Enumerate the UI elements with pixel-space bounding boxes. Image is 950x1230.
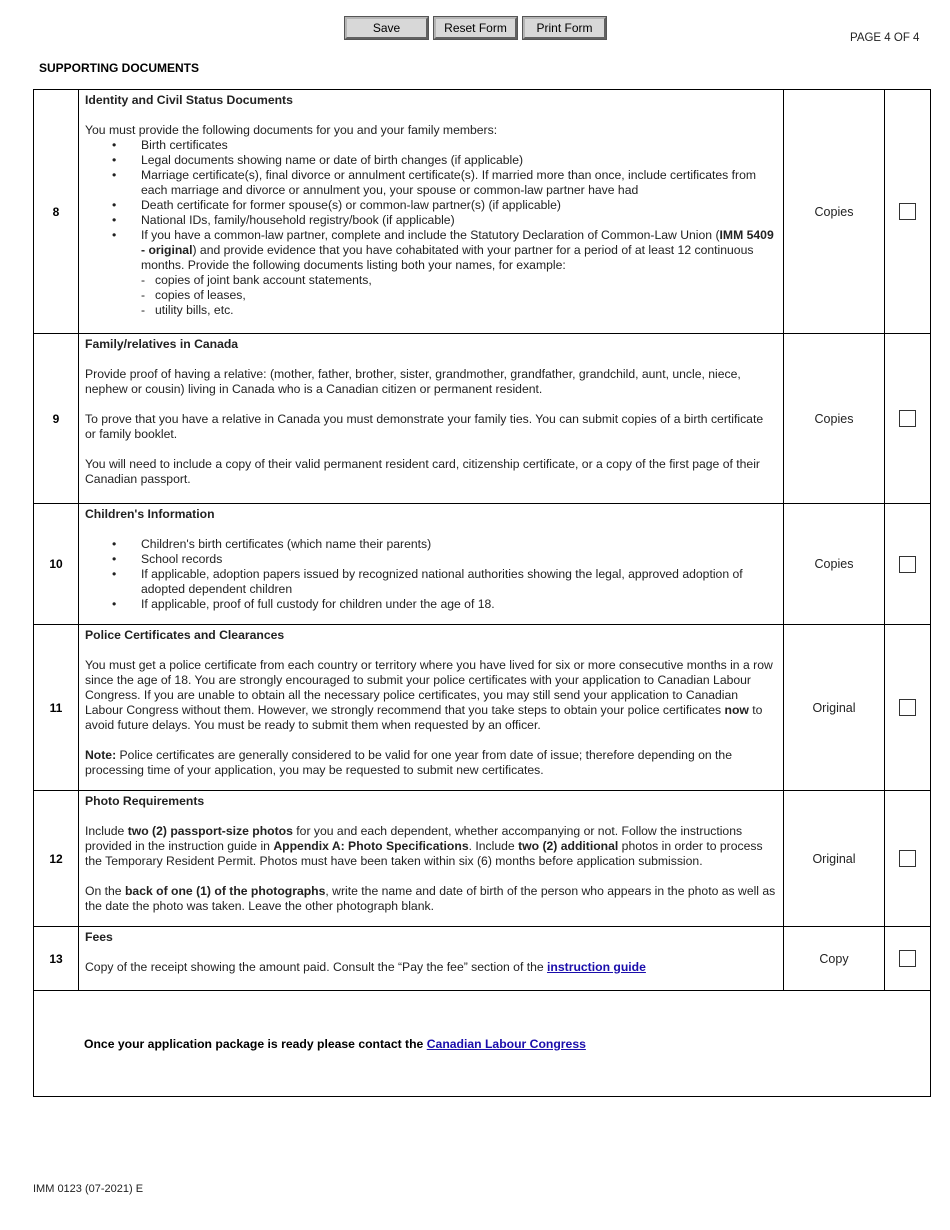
row-8-checkbox[interactable]	[899, 203, 916, 220]
row-description	[79, 90, 784, 334]
paragraph: You will need to include a copy of their valid permanent resident card, citizenship certificate, or a copy of the first page of their Canadian passport.	[85, 457, 760, 486]
dash-list	[85, 273, 777, 318]
document-type: Original	[784, 625, 885, 791]
form-toolbar	[345, 17, 606, 39]
list-item: - copies of leases,	[85, 288, 777, 303]
instruction-guide-link[interactable]: instruction guide	[547, 960, 646, 974]
list-item: • If applicable, adoption papers issued by recognized national authorities showing the legal, approved adoption of adopted dependent children	[85, 567, 777, 597]
list-item: • Marriage certificate(s), final divorce or annulment certificate(s). If married more than once, include certificates from each marriage and divorce or annulment you, your spouse or common-law partner have had	[85, 168, 777, 198]
paragraph: Provide proof of having a relative: (mother, father, brother, sister, grandmother, grandfather, grandchild, aunt, uncle, niece, nephew or cousin) living in Canada who is a Canadian citizen or permanent resident.	[85, 367, 741, 396]
paragraph: You must get a police certificate from each country or territory where you have lived for six or more consecutive months in a row since the age of 18. You are strongly encouraged to submit your police certificates with your application to Canadian Labour Congress. If you are unable to obtain all the necessary police certificates, you may still send your application to Canadian Labour Congress without them. However, we strongly recommend that you take steps to obtain your police certificates now to avoid future delays. You must be ready to submit them when requested by an officer.	[85, 658, 773, 732]
paragraph: Include two (2) passport-size photos for you and each dependent, whether accompanying or not. Follow the instructions provided in the instruction guide in Appendix A: Photo Specifications. Include two (2) additional photos in order to process the Temporary Resident Permit. Photos must have been taken within six (6) months before application submission.	[85, 824, 763, 868]
paragraph: To prove that you have a relative in Canada you must demonstrate your family ties. You can submit copies of a birth certificate or family booklet.	[85, 412, 764, 441]
row-number: 13	[34, 927, 79, 991]
row-number: 10	[34, 504, 79, 625]
table-row	[34, 791, 931, 927]
row-intro: You must provide the following documents for you and your family members:	[85, 123, 498, 137]
row-title: Photo Requirements	[85, 794, 205, 808]
row-number: 11	[34, 625, 79, 791]
row-title: Identity and Civil Status Documents	[85, 93, 293, 107]
supporting-documents-table	[33, 89, 931, 1097]
paragraph: Copy of the receipt showing the amount paid. Consult the “Pay the fee” section of the instruction guide	[85, 960, 646, 974]
document-type: Copies	[784, 90, 885, 334]
row-12-checkbox[interactable]	[899, 850, 916, 867]
list-item: • Death certificate for former spouse(s) or common-law partner(s) (if applicable)	[85, 198, 777, 213]
table-row	[34, 334, 931, 504]
list-item: • If you have a common-law partner, complete and include the Statutory Declaration of Common-Law Union (IMM 5409 - original) and provide evidence that you have cohabitated with your partner for a period of at least 12 continuous months. Provide the following documents listing both your names, for example:	[85, 228, 777, 273]
document-type: Original	[784, 791, 885, 927]
row-9-checkbox[interactable]	[899, 410, 916, 427]
document-type: Copies	[784, 334, 885, 504]
list-item: • Birth certificates	[85, 138, 777, 153]
bullet-list	[85, 537, 777, 612]
row-description	[79, 625, 784, 791]
list-item: • National IDs, family/household registry/book (if applicable)	[85, 213, 777, 228]
final-row	[34, 991, 931, 1097]
form-code-footer: IMM 0123 (07-2021) E	[33, 1183, 144, 1195]
row-11-checkbox[interactable]	[899, 699, 916, 716]
row-title: Children's Information	[85, 507, 215, 521]
bullet-list	[85, 138, 777, 273]
row-number: 12	[34, 791, 79, 927]
row-description	[79, 504, 784, 625]
page-number: PAGE 4 OF 4	[850, 32, 920, 44]
row-title: Police Certificates and Clearances	[85, 628, 285, 642]
row-number: 9	[34, 334, 79, 504]
list-item: - utility bills, etc.	[85, 303, 777, 318]
table-row	[34, 504, 931, 625]
row-title: Fees	[85, 930, 113, 944]
print-form-button[interactable]: Print Form	[523, 17, 606, 39]
row-description	[79, 927, 784, 991]
row-title: Family/relatives in Canada	[85, 337, 239, 351]
list-item: • Children's birth certificates (which name their parents)	[85, 537, 777, 552]
list-item: • Legal documents showing name or date of birth changes (if applicable)	[85, 153, 777, 168]
row-10-checkbox[interactable]	[899, 556, 916, 573]
row-description	[79, 334, 784, 504]
final-message: Once your application package is ready please contact the Canadian Labour Congress	[34, 991, 931, 1097]
row-description	[79, 791, 784, 927]
document-type: Copies	[784, 504, 885, 625]
table-row	[34, 927, 931, 991]
reset-form-button[interactable]: Reset Form	[434, 17, 517, 39]
row-13-checkbox[interactable]	[899, 950, 916, 967]
row-number: 8	[34, 90, 79, 334]
list-item: - copies of joint bank account statements,	[85, 273, 777, 288]
table-row	[34, 90, 931, 334]
canadian-labour-congress-link[interactable]: Canadian Labour Congress	[426, 1036, 586, 1051]
paragraph: On the back of one (1) of the photographs, write the name and date of birth of the person who appears in the photo as well as the date the photo was taken. Leave the other photograph blank.	[85, 884, 776, 913]
section-title: SUPPORTING DOCUMENTS	[39, 61, 200, 75]
table-row	[34, 625, 931, 791]
list-item: • School records	[85, 552, 777, 567]
list-item: • If applicable, proof of full custody for children under the age of 18.	[85, 597, 777, 612]
document-type: Copy	[784, 927, 885, 991]
save-button[interactable]: Save	[345, 17, 428, 39]
note-paragraph: Note: Police certificates are generally considered to be valid for one year from date of issue; therefore depending on the processing time of your application, you may be requested to submit new certificates.	[85, 748, 732, 777]
